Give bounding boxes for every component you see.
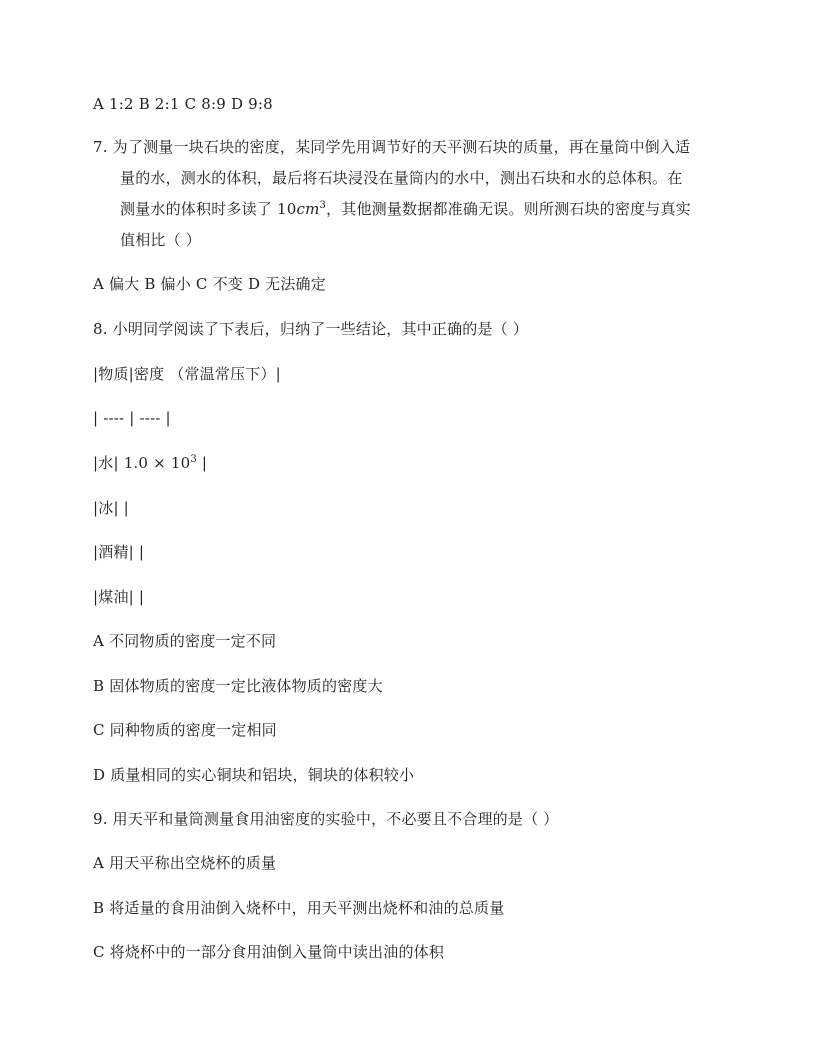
q7-text-line-2: 量的水，测水的体积，最后将石块浸没在量筒内的水中，测出石块和水的总体积。在 (120, 169, 683, 187)
q7-text-line-1: 7. 为了测量一块石块的密度，某同学先用调节好的天平测石块的质量，再在量筒中倒入适 (93, 138, 691, 156)
q7-text-line-4: 值相比（ ） (120, 231, 201, 249)
table-row-water (93, 453, 207, 473)
table-row-ice: |冰| | (93, 499, 129, 517)
q8-option-a: A 不同物质的密度一定不同 (93, 632, 277, 650)
table-row-alcohol: |酒精| | (93, 543, 145, 561)
table-row-water-pre: |水| (93, 454, 124, 472)
q8-option-c: C 同种物质的密度一定相同 (93, 721, 277, 739)
water-density-exponent: 3 (190, 454, 197, 465)
q7-volume-exponent: 3 (319, 200, 327, 211)
q8-option-b: B 固体物质的密度一定比液体物质的密度大 (93, 677, 383, 695)
table-row-kerosene: |煤油| | (93, 588, 145, 606)
table-row-water-post: | (196, 454, 208, 472)
table-separator-row: | ---- | ---- | (93, 409, 171, 427)
table-header-row: |物质|密度 （常温常压下）| (93, 365, 281, 383)
q7-volume-number: 10 (276, 200, 297, 218)
q9-option-c: C 将烧杯中的一部分食用油倒入量筒中读出油的体积 (93, 943, 445, 961)
q7-text-line-3-pre: 测量水的体积时多读了 (120, 200, 277, 218)
q7-volume-unit: cm (296, 200, 320, 218)
q7-text-line-3-post: ，其他测量数据都准确无误。则所测石块的密度与真实 (326, 200, 691, 218)
q8-question: 8. 小明同学阅读了下表后，归纳了一些结论，其中正确的是（ ） (93, 320, 529, 338)
q9-question: 9. 用天平和量筒测量食用油密度的实验中，不必要且不合理的是（ ） (93, 810, 559, 828)
q8-option-d: D 质量相同的实心铜块和铝块，铜块的体积较小 (93, 766, 415, 784)
q6-options: A 1:2 B 2:1 C 8:9 D 9:8 (93, 95, 273, 113)
water-density-value: 1.0 × 10 (123, 454, 191, 472)
q7-text-line-3 (120, 199, 691, 219)
q7-options: A 偏大 B 偏小 C 不变 D 无法确定 (93, 275, 326, 293)
q9-option-a: A 用天平称出空烧杯的质量 (93, 854, 277, 872)
q9-option-b: B 将适量的食用油倒入烧杯中，用天平测出烧杯和油的总质量 (93, 899, 505, 917)
